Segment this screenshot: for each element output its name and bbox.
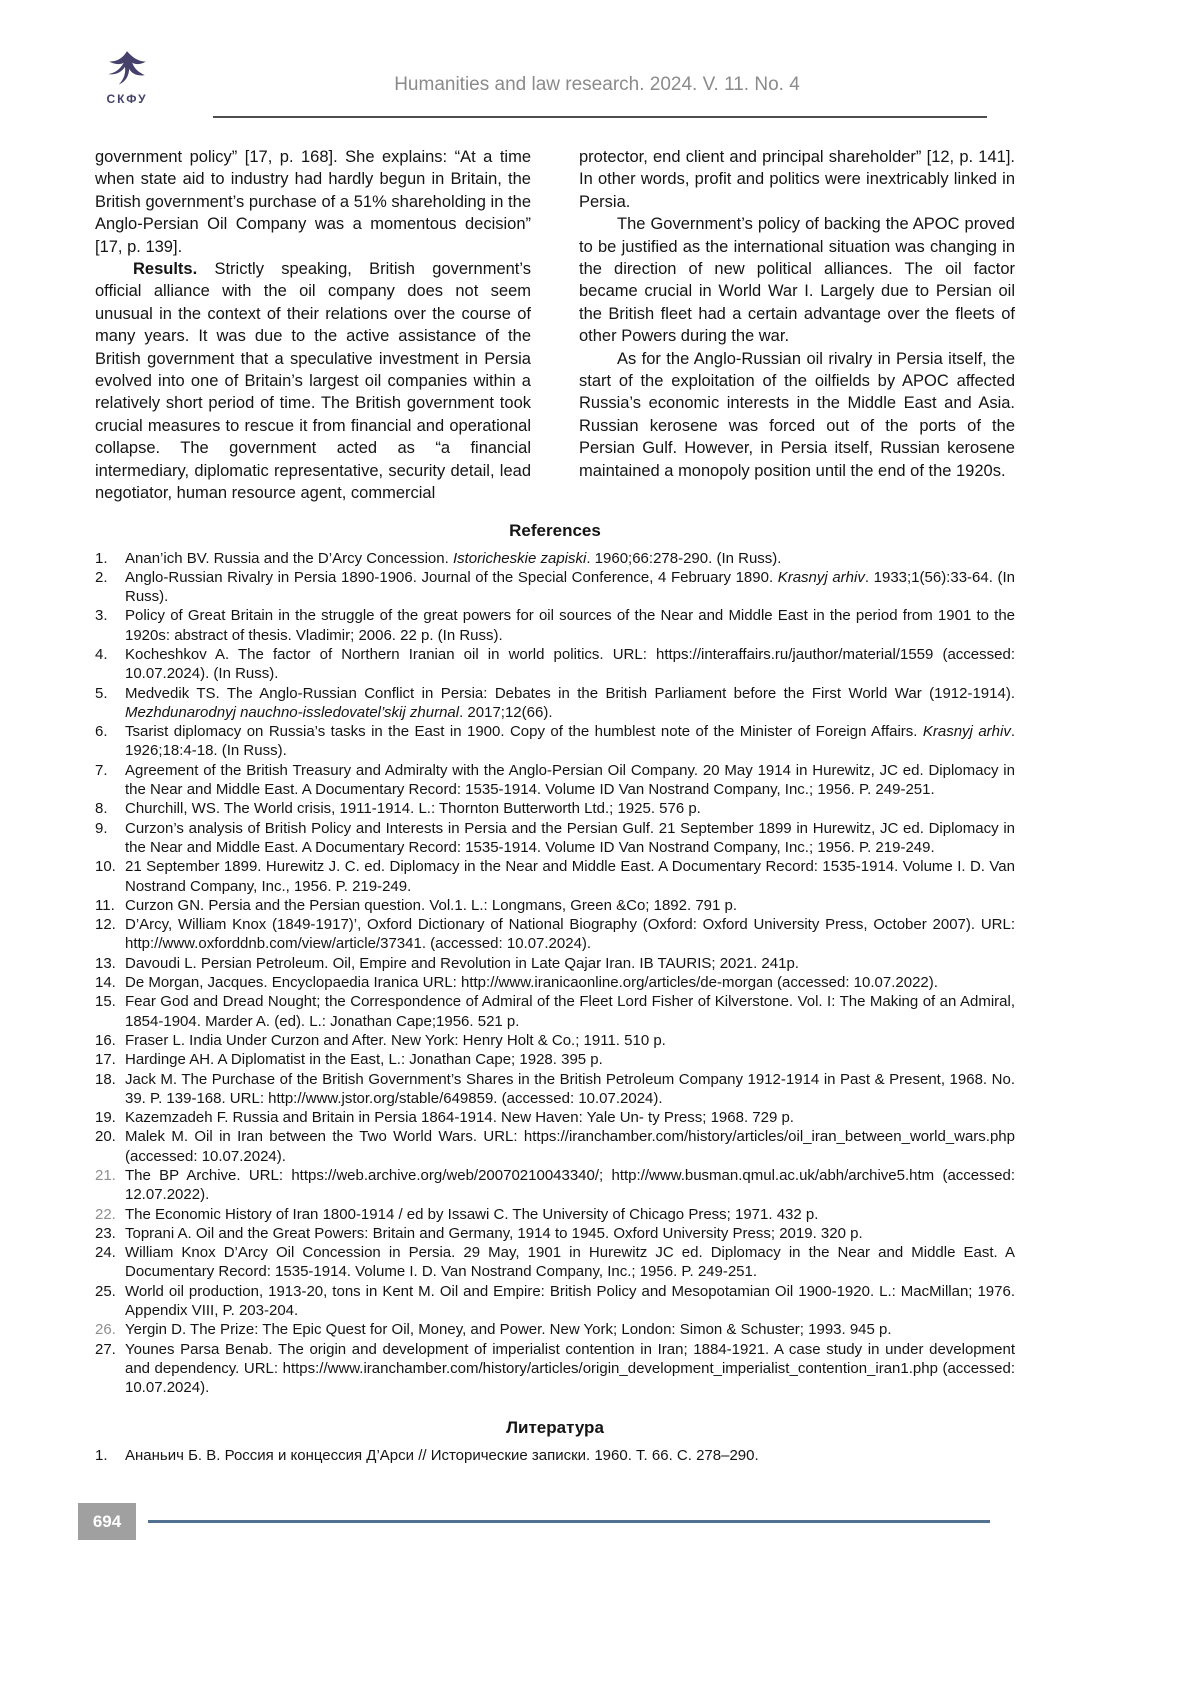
reference-number: 24.	[95, 1244, 116, 1262]
text-run: As for the Anglo-Russian oil rivalry in Persia itself, the start of the exploitation of the oilfields by APOC affected Russia’s economic interests in the Middle East and Asia. Russian kerosene was forced out of the ports of the Persian Gulf. However, in Persia itself, Russian kerosene maintained a monopoly position until the end of the 1920s.	[579, 349, 1015, 480]
reference-item	[95, 973, 1015, 992]
paragraph	[95, 146, 531, 258]
reference-number: 1.	[95, 549, 108, 567]
reference-text	[125, 1282, 1015, 1321]
text-run: protector, end client and principal shareholder” [12, p. 141]. In other words, profit and politics were inextricably linked in Persia.	[579, 148, 1015, 211]
reference-text	[125, 645, 1015, 684]
reference-text	[125, 1205, 1015, 1224]
text-run: Policy of Great Britain in the struggle of the great powers for oil sources of the Near and Middle East in the period from 1901 to the 1920s: abstract of thesis. Vladimir; 2006. 22 p. (In Russ).	[125, 607, 1015, 644]
footer-divider	[148, 1520, 990, 1523]
journal-title: Humanities and law research. 2024. V. 11. No. 4	[394, 74, 800, 95]
reference-number: 10.	[95, 858, 116, 876]
reference-text	[125, 606, 1015, 645]
italic-text: Krasnyj arhiv	[922, 723, 1011, 741]
text-run: Hardinge AH. A Diplomatist in the East, L.: Jonathan Cape; 1928. 395 p.	[125, 1051, 603, 1069]
reference-number: 27.	[95, 1340, 116, 1358]
text-run: Younes Parsa Benab. The origin and development of imperialist contention in Iran; 1884-1921. A case study in under development and dependency. URL: https://www.iranchamber.com/history/articles/origin_development_imperialist_contention_iran1.php (accessed: 10.07.2024).	[125, 1340, 1015, 1397]
reference-text	[125, 1070, 1015, 1109]
text-run: William Knox D’Arcy Oil Concession in Persia. 29 May, 1901 in Hurewitz JC ed. Diplomacy in the Near and Middle East. A Documentary Record: 1535-1914. Volume I. D. Van Nostrand Company, Inc.; 1956. P. 249-251.	[125, 1244, 1015, 1281]
university-logo	[89, 48, 165, 106]
text-run: Fraser L. India Under Curzon and After. New York: Henry Holt & Co.; 1911. 510 p.	[125, 1031, 666, 1049]
reference-text	[125, 973, 1015, 992]
reference-item	[95, 1050, 1015, 1069]
literatura-list	[95, 1446, 1015, 1465]
paragraph	[579, 146, 1015, 213]
page-footer	[78, 1503, 990, 1540]
text-run: Ананьич Б. В. Россия и концессия Д’Арси // Исторические записки. 1960. Т. 66. С. 278–290.	[125, 1446, 759, 1464]
text-run: . 1933;1(56):33-64. (In Russ).	[125, 568, 1015, 606]
text-run: The Government’s policy of backing the APOC proved to be justified as the international situation was changing in the direction of new political alliances. The oil factor became crucial in World War I. Largely due to Persian oil the British fleet had a certain advantage over the fleets of other Powers during the war.	[579, 215, 1015, 346]
reference-item	[95, 896, 1015, 915]
reference-text	[125, 1108, 1015, 1127]
text-run: Tsarist diplomacy on Russia’s tasks in the East in 1900. Copy of the humblest note of the Minister of Foreign Affairs.	[125, 723, 923, 741]
reference-item	[95, 568, 1015, 607]
reference-item	[95, 1320, 1015, 1339]
reference-text	[125, 819, 1015, 858]
reference-item	[95, 722, 1015, 761]
reference-text	[125, 1031, 1015, 1050]
italic-text: Istoricheskie zapiski	[452, 549, 587, 567]
reference-number: 12.	[95, 916, 116, 934]
reference-item	[95, 1446, 1015, 1465]
reference-text	[125, 1243, 1015, 1282]
text-run: Davoudi L. Persian Petroleum. Oil, Empire and Revolution in Late Qajar Iran. IB TAURIS; 2021. 241p.	[125, 954, 799, 972]
reference-number: 25.	[95, 1282, 116, 1300]
text-run: 21 September 1899. Hurewitz J. C. ed. Diplomacy in the Near and Middle East. A Documentary Record: 1535-1914. Volume I. D. Van Nostrand Company, Inc., 1956. P. 219-249.	[125, 858, 1015, 895]
reference-number: 15.	[95, 993, 116, 1011]
reference-item	[95, 857, 1015, 896]
reference-number: 14.	[95, 974, 116, 992]
reference-item	[95, 549, 1015, 568]
text-run: Toprani A. Oil and the Great Powers: Britain and Germany, 1914 to 1945. Oxford University Press; 2019. 320 p.	[125, 1224, 863, 1242]
reference-text	[125, 1127, 1015, 1166]
paragraph	[579, 213, 1015, 347]
text-run: The Economic History of Iran 1800-1914 / ed by Issawi C. The University of Chicago Press; 1971. 432 p.	[125, 1205, 819, 1223]
reference-item	[95, 1108, 1015, 1127]
text-run: Churchill, WS. The World crisis, 1911-1914. L.: Thornton Butterworth Ltd.; 1925. 576 p.	[125, 800, 701, 818]
bold-text: Results.	[133, 260, 198, 279]
reference-item	[95, 1224, 1015, 1243]
text-run: Anan’ich BV. Russia and the D’Arcy Concession.	[125, 549, 453, 567]
text-run: D’Arcy, William Knox (1849-1917)’, Oxford Dictionary of National Biography (Oxford: Oxford University Press, October 2007). URL: http://www.oxforddnb.com/view/article/37341. (accessed: 10.07.2024).	[125, 916, 1015, 953]
reference-number: 11.	[95, 896, 115, 914]
reference-item	[95, 799, 1015, 818]
reference-text	[125, 857, 1015, 896]
reference-number: 21.	[95, 1167, 116, 1184]
reference-text	[125, 1166, 1015, 1205]
reference-text	[125, 1340, 1015, 1398]
eagle-logo-icon	[104, 48, 150, 94]
paragraph	[95, 258, 531, 504]
university-logo-text: СКФУ	[106, 92, 148, 106]
text-run: . 2017;12(66).	[459, 703, 553, 721]
reference-text	[125, 992, 1015, 1031]
text-run: The BP Archive. URL: https://web.archive.org/web/20070210043340/; http://www.busman.qmul.ac.uk/abh/archive5.htm (accessed: 12.07.2022).	[125, 1167, 1015, 1204]
references-heading: References	[509, 520, 601, 540]
reference-text	[125, 896, 1015, 915]
page-body	[95, 146, 1015, 1465]
reference-item	[95, 1205, 1015, 1224]
reference-number: 5.	[95, 684, 108, 702]
article-columns	[95, 146, 1015, 505]
reference-number: 20.	[95, 1128, 116, 1146]
text-run: . 1960;66:278-290. (In Russ).	[586, 549, 782, 567]
reference-item	[95, 819, 1015, 858]
reference-text	[125, 954, 1015, 973]
text-run: Anglo-Russian Rivalry in Persia 1890-1906. Journal of the Special Conference, 4 February 1890.	[125, 568, 778, 586]
italic-text: Mezhdunarodnyj nauchno-issledovatel’skij zhurnal	[125, 703, 460, 721]
text-run: . 1926;18:4-18. (In Russ).	[125, 723, 1015, 760]
reference-number: 4.	[95, 645, 108, 663]
reference-item	[95, 761, 1015, 800]
page-number-badge: 694	[78, 1503, 136, 1540]
reference-number: 19.	[95, 1109, 116, 1127]
reference-text	[125, 1050, 1015, 1069]
left-column	[95, 146, 531, 505]
reference-item	[95, 606, 1015, 645]
reference-text	[125, 684, 1015, 723]
reference-item	[95, 954, 1015, 973]
reference-number: 3.	[95, 607, 108, 625]
text-run: Agreement of the British Treasury and Admiralty with the Anglo-Persian Oil Company. 20 May 1914 in Hurewitz, JC ed. Diplomacy in the Near and Middle East. A Documentary Record: 1535-1914. Volume ID Van Nostrand Company, Inc.; 1956. P. 249-251.	[125, 761, 1015, 799]
reference-item	[95, 1031, 1015, 1050]
italic-text: Krasnyj arhiv	[777, 568, 865, 586]
text-run: Kocheshkov A. The factor of Northern Iranian oil in world politics. URL: https://interaffairs.ru/jauthor/material/1559 (accessed: 10.07.2024). (In Russ).	[125, 645, 1015, 683]
page-header	[95, 56, 1015, 116]
text-run: Kazemzadeh F. Russia and Britain in Persia 1864-1914. New Haven: Yale Un- ty Press; 1968. 729 p.	[125, 1109, 794, 1127]
reference-text	[125, 1320, 1015, 1339]
reference-item	[95, 992, 1015, 1031]
reference-item	[95, 1282, 1015, 1321]
reference-number: 18.	[95, 1070, 116, 1088]
paragraph	[579, 348, 1015, 482]
reference-text	[125, 568, 1015, 607]
reference-item	[95, 1340, 1015, 1398]
reference-number: 26.	[95, 1321, 116, 1339]
reference-number: 6.	[95, 723, 108, 741]
reference-number: 9.	[95, 819, 108, 837]
text-run: Curzon’s analysis of British Policy and Interests in Persia and the Persian Gulf. 21 September 1899 in Hurewitz, JC ed. Diplomacy in the Near and Middle East. A Documentary Record: 1535-1914. Volume ID Van Nostrand Company, Inc.; 1956. P. 219-249.	[125, 819, 1015, 856]
reference-number: 22.	[95, 1205, 116, 1223]
reference-number: 1.	[95, 1446, 108, 1464]
references-list	[95, 549, 1015, 1398]
text-run: Curzon GN. Persia and the Persian question. Vol.1. L.: Longmans, Green &Co; 1892. 791 p.	[125, 896, 738, 914]
right-column	[579, 146, 1015, 505]
reference-text	[125, 1224, 1015, 1243]
reference-text	[125, 799, 1015, 818]
reference-item	[95, 1127, 1015, 1166]
reference-number: 17.	[95, 1051, 116, 1069]
reference-item	[95, 645, 1015, 684]
reference-number: 13.	[95, 954, 116, 972]
reference-item	[95, 915, 1015, 954]
reference-number: 7.	[95, 761, 108, 779]
reference-item	[95, 1166, 1015, 1205]
reference-number: 8.	[95, 800, 108, 818]
literatura-heading: Литература	[506, 1417, 604, 1437]
text-run: Strictly speaking, British government’s official alliance with the oil company does not seem unusual in the context of their relations over the course of many years. It was due to the active assistance of the British government that a speculative investment in Persia evolved into one of Britain’s largest oil companies within a relatively short period of time. The British government took crucial measures to rescue it from financial and operational collapse. The government acted as “a financial intermediary, diplomatic representative, security detail, lead negotiator, human resource agent, commercial	[95, 260, 531, 503]
text-run: World oil production, 1913-20, tons in Kent M. Oil and Empire: British Policy and Mesopotamian Oil 1900-1920. L.: MacMillan; 1976. Appendix VIII, P. 203-204.	[125, 1282, 1015, 1320]
text-run: government policy” [17, p. 168]. She explains: “At a time when state aid to industry had hardly begun in Britain, the British government’s purchase of a 51% shareholding in the Anglo-Persian Oil Company was a momentous decision” [17, p. 139].	[95, 148, 531, 256]
reference-item	[95, 684, 1015, 723]
reference-text	[125, 915, 1015, 954]
reference-text	[125, 1446, 1015, 1465]
text-run: Malek M. Oil in Iran between the Two World Wars. URL: https://iranchamber.com/history/articles/oil_iran_between_world_wars.php (accessed: 10.07.2024).	[125, 1128, 1015, 1165]
reference-number: 16.	[95, 1031, 116, 1049]
reference-text	[125, 722, 1015, 761]
text-run: Fear God and Dread Nought; the Correspondence of Admiral of the Fleet Lord Fisher of Kilverstone. Vol. I: The Making of an Admiral, 1854-1904. Marder A. (ed). L.: Jonathan Cape;1956. 521 p.	[125, 993, 1015, 1030]
text-run: Medvedik TS. The Anglo-Russian Conflict in Persia: Debates in the British Parliament before the First World War (1912-1914).	[125, 684, 1015, 702]
text-run: Jack M. The Purchase of the British Government’s Shares in the British Petroleum Company 1912-1914 in Past & Present, 1968. No. 39. P. 139-168. URL: http://www.jstor.org/stable/649859. (accessed: 10.07.2024).	[125, 1070, 1015, 1107]
text-run: Yergin D. The Prize: The Epic Quest for Oil, Money, and Power. New York; London: Simon & Schuster; 1993. 945 p.	[125, 1321, 892, 1339]
reference-number: 2.	[95, 568, 108, 586]
reference-text	[125, 549, 1015, 568]
text-run: De Morgan, Jacques. Encyclopaedia Iranica URL: http://www.iranicaonline.org/articles/de-morgan (accessed: 10.07.2022).	[125, 974, 938, 992]
reference-text	[125, 761, 1015, 800]
header-divider	[213, 116, 987, 118]
reference-item	[95, 1070, 1015, 1109]
reference-number: 23.	[95, 1224, 116, 1242]
reference-item	[95, 1243, 1015, 1282]
